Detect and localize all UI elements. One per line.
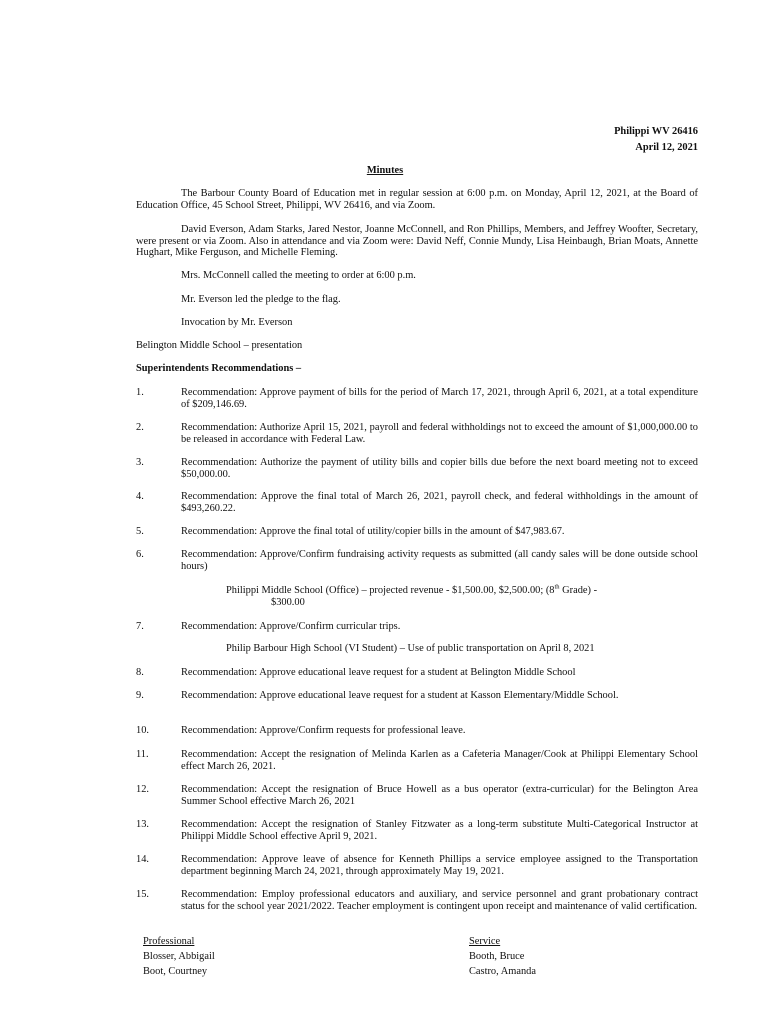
recommendation-text: Recommendation: Approve/Confirm requests for professional leave. bbox=[181, 725, 466, 736]
intro-paragraph-2: David Everson, Adam Starks, Jared Nestor, Joanne McConnell, and Ron Phillips, Members, and Jeffrey Woofter, Secretary, were present or via Zoom. Also in attendance and via Zoom were: David Neff, Connie Mundy, Lisa Heinbaugh, Brian Moats, Annette Hughart, Mike Ferguson, and Michelle Fleming. bbox=[136, 224, 698, 259]
recommendation-text: Recommendation: Employ professional educators and auxiliary, and service personnel and grant probationary contract status for the school year 2021/2022. Teacher employment is contingent upon receipt and maintenance of valid certification. bbox=[181, 889, 698, 912]
recommendation-number: 9. bbox=[136, 690, 144, 701]
recommendation-text: Recommendation: Accept the resignation of Bruce Howell as a bus operator (extra-curricular) for the Belington Area Summer School effective March 26, 2021 bbox=[181, 784, 698, 807]
recommendation-text: Recommendation: Approve/Confirm curricular trips. bbox=[181, 621, 401, 632]
header-location: Philippi WV 26416 bbox=[614, 126, 698, 137]
recommendation-number: 7. bbox=[136, 621, 144, 632]
trip-detail: Philip Barbour High School (VI Student) – Use of public transportation on April 8, 2021 bbox=[226, 643, 595, 654]
fundraising-detail-superscript: th bbox=[554, 583, 560, 591]
recommendation-number: 11. bbox=[136, 749, 149, 760]
professional-name: Blosser, Abbigail bbox=[143, 951, 215, 962]
service-name: Castro, Amanda bbox=[469, 966, 536, 977]
recommendation-text: Recommendation: Approve/Confirm fundraising activity requests as submitted (all candy sales will be done outside school hours) bbox=[181, 549, 698, 572]
recommendation-text: Recommendation: Authorize the payment of utility bills and copier bills due before the next board meeting not to exceed $50,000.00. bbox=[181, 457, 698, 480]
intro-paragraph-3: Mrs. McConnell called the meeting to order at 6:00 p.m. bbox=[181, 270, 416, 281]
recommendation-number: 14. bbox=[136, 854, 149, 865]
recommendation-text: Recommendation: Authorize April 15, 2021, payroll and federal withholdings not to exceed the amount of $1,000,000.00 to be released in accordance with Federal Law. bbox=[181, 422, 698, 445]
recommendation-text: Recommendation: Approve the final total of utility/copier bills in the amount of $47,983.67. bbox=[181, 526, 565, 537]
presentation-line: Belington Middle School – presentation bbox=[136, 340, 303, 351]
header-date: April 12, 2021 bbox=[635, 142, 698, 153]
professional-name: Boot, Courtney bbox=[143, 966, 208, 977]
recommendation-number: 12. bbox=[136, 784, 149, 795]
recommendation-text: Recommendation: Accept the resignation of Melinda Karlen as a Cafeteria Manager/Cook at Philippi Elementary School effect March 26, 2021. bbox=[181, 749, 698, 772]
recommendation-text: Recommendation: Accept the resignation of Stanley Fitzwater as a long-term substitute Multi-Categorical Instructor at Philippi Middle School effective April 9, 2021. bbox=[181, 819, 698, 842]
fundraising-detail-suffix: Grade) - bbox=[559, 585, 598, 596]
recommendation-number: 4. bbox=[136, 491, 144, 502]
intro-paragraph-1: The Barbour County Board of Education met in regular session at 6:00 p.m. on Monday, April 12, 2021, at the Board of Education Office, 45 School Street, Philippi, WV 26416, and via Zoom. bbox=[136, 188, 698, 211]
recommendation-number: 8. bbox=[136, 667, 144, 678]
fundraising-detail-prefix: Philippi Middle School (Office) – projected revenue - $1,500.00, $2,500.00; (8 bbox=[226, 585, 555, 596]
recommendation-text: Recommendation: Approve payment of bills for the period of March 17, 2021, through April 6, 2021, at a total expenditure of $209,146.69. bbox=[181, 387, 698, 410]
intro-paragraph-5: Invocation by Mr. Everson bbox=[181, 317, 293, 328]
section-heading: Superintendents Recommendations – bbox=[136, 363, 302, 374]
intro-paragraph-4: Mr. Everson led the pledge to the flag. bbox=[181, 294, 341, 305]
recommendation-number: 10. bbox=[136, 725, 149, 736]
recommendation-text: Recommendation: Approve the final total of March 26, 2021, payroll check, and federal withholdings in the amount of $493,260.22. bbox=[181, 491, 698, 514]
recommendation-number: 6. bbox=[136, 549, 144, 560]
recommendation-number: 5. bbox=[136, 526, 144, 537]
recommendation-number: 3. bbox=[136, 457, 144, 468]
recommendation-number: 15. bbox=[136, 889, 149, 900]
recommendation-text: Recommendation: Approve educational leave request for a student at Kasson Elementary/Middle School. bbox=[181, 690, 619, 701]
recommendation-number: 2. bbox=[136, 422, 144, 433]
recommendation-text: Recommendation: Approve educational leave request for a student at Belington Middle School bbox=[181, 667, 576, 678]
recommendation-number: 13. bbox=[136, 819, 149, 830]
service-name: Booth, Bruce bbox=[469, 951, 525, 962]
recommendation-text: Recommendation: Approve leave of absence for Kenneth Phillips a service employee assigned to the Transportation department beginning March 24, 2021, through approximately May 19, 2021. bbox=[181, 854, 698, 877]
fundraising-detail bbox=[226, 585, 698, 597]
service-heading: Service bbox=[469, 936, 501, 947]
fundraising-detail-amount: $300.00 bbox=[271, 597, 305, 608]
document-title: Minutes bbox=[366, 165, 404, 176]
professional-heading: Professional bbox=[143, 936, 195, 947]
recommendation-number: 1. bbox=[136, 387, 144, 398]
